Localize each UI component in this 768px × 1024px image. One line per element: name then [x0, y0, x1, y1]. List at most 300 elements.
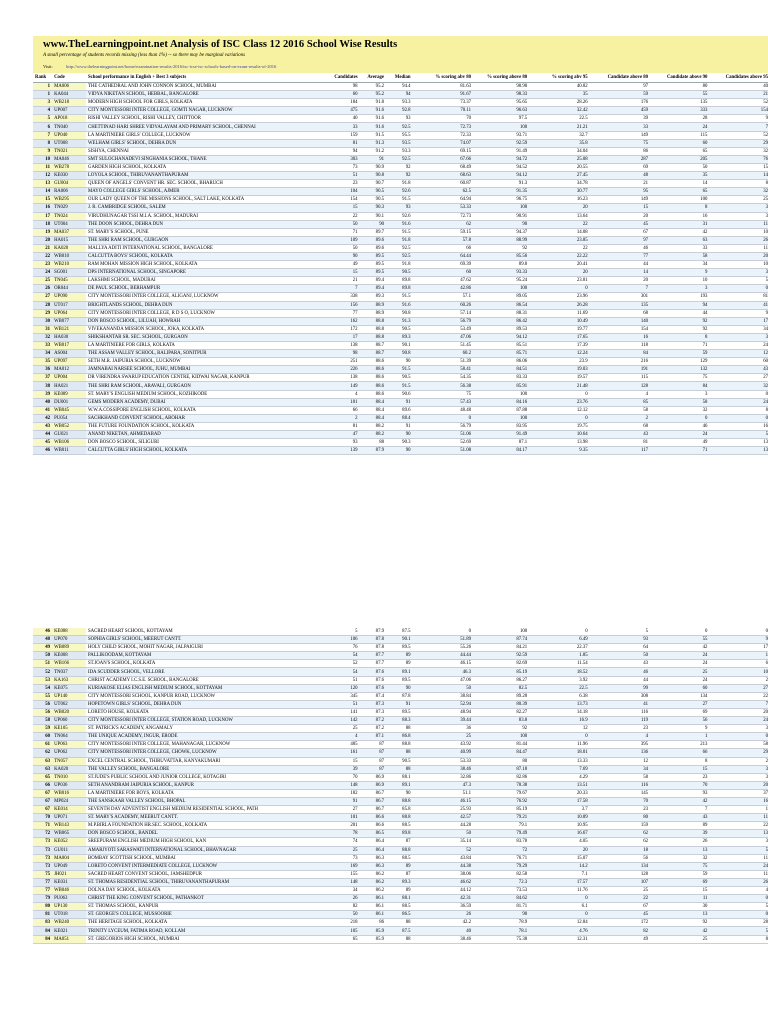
cand-above-95-cell: 22 [709, 692, 768, 700]
rank-cell: 14 [33, 188, 52, 196]
median-cell: 93 [386, 115, 413, 123]
average-cell: 89.6 [360, 236, 387, 244]
missing-records-note: A small percentage of students records missing (less than 1%) -- so there may be marginal variations [33, 52, 768, 62]
school-name-cell: QUEEN OF ANGELS' CONVENT HR. SEC. SCHOOL, BHARUCH [86, 180, 320, 188]
cand-above-90-cell: 92 [650, 919, 709, 927]
school-name-cell: ST. THOMAS SCHOOL, KANPUR [86, 903, 320, 911]
median-cell: 89 [386, 660, 413, 668]
pct-abv-80-cell: 50 [413, 830, 473, 838]
table-row [33, 660, 768, 668]
cand-above-95-cell: 60 [709, 358, 768, 366]
cand-above-90-cell: 14 [650, 180, 709, 188]
table-row [33, 757, 768, 765]
cand-above-80-cell: 2 [590, 414, 650, 422]
code-cell: UP036 [52, 781, 86, 789]
pct-abv-80-cell: 56.79 [413, 422, 473, 430]
cand-above-80-cell: 59 [590, 91, 650, 99]
cand-above-95-cell: 7 [709, 700, 768, 708]
rank-cell: 55 [33, 692, 52, 700]
cand-above-95-cell: 2 [709, 676, 768, 684]
pct-abv-80-cell: 46.15 [413, 797, 473, 805]
cand-above-80-cell: 58 [590, 773, 650, 781]
pct-abv-80-cell: 70 [413, 115, 473, 123]
col-header-average: Average [360, 73, 387, 83]
candidates-cell: 66 [320, 406, 359, 414]
pct-abv-95-cell: 22 [529, 220, 589, 228]
rank-cell: 53 [33, 676, 52, 684]
rank-cell: 70 [33, 814, 52, 822]
rank-cell: 34 [33, 350, 52, 358]
cand-above-80-cell: 16 [590, 333, 650, 341]
pct-above-80-cell: 81.44 [473, 741, 529, 749]
source-link[interactable]: http://www.thelearningpoint.net/home/examination-results-2016/isc-icse-isc-schools-based-on-exam-results-of-2016 [66, 64, 277, 69]
table-row [33, 797, 768, 805]
pct-abv-95-cell: 9.35 [529, 447, 589, 455]
cand-above-80-cell: 68 [590, 422, 650, 430]
average-cell: 89.4 [360, 285, 387, 293]
pct-abv-95-cell: 23.9 [529, 358, 589, 366]
cand-above-95-cell: 10 [709, 261, 768, 269]
code-cell: KA044 [52, 91, 86, 99]
cand-above-90-cell: 13 [650, 846, 709, 854]
candidates-cell: 47 [320, 431, 359, 439]
code-cell: OR044 [52, 285, 86, 293]
pct-above-80-cell: 85.91 [473, 382, 529, 390]
pct-abv-95-cell: 17.58 [529, 797, 589, 805]
table-row [33, 374, 768, 382]
cand-above-90-cell: 55 [650, 636, 709, 644]
school-name-cell: LA MARTINIERE FOR GIRLS, KOLKATA [86, 342, 320, 350]
school-name-cell: ST. GEORGE'S COLLEGE, MUSSOORIE [86, 911, 320, 919]
rank-cell: 15 [33, 196, 52, 204]
cand-above-90-cell: 16 [650, 212, 709, 220]
school-name-cell: CITY MONTESSORI INTER COLLEGE, MAHANAGAR, LUCKNOW [86, 741, 320, 749]
candidates-cell: 81 [320, 139, 359, 147]
pct-abv-95-cell: 13.98 [529, 439, 589, 447]
average-cell: 87.6 [360, 668, 387, 676]
rank-cell: 6 [33, 123, 52, 131]
cand-above-95-cell: 0 [709, 285, 768, 293]
school-name-cell: HOPETOWN GIRLS' SCHOOL, DEHRA DUN [86, 700, 320, 708]
pct-above-80-cell: 84.21 [473, 644, 529, 652]
median-cell: 93.3 [386, 99, 413, 107]
cand-above-95-cell: 11 [709, 870, 768, 878]
table-header-row [33, 73, 768, 83]
school-name-cell: BRIGHTLANDS SCHOOL, DEHRA DUN [86, 301, 320, 309]
table-row [33, 196, 768, 204]
median-cell: 89.3 [386, 878, 413, 886]
rank-cell: 52 [33, 668, 52, 676]
pct-abv-95-cell: 20 [529, 846, 589, 854]
median-cell: 91.5 [386, 366, 413, 374]
cand-above-80-cell: 62 [590, 830, 650, 838]
candidates-cell: 25 [320, 846, 359, 854]
pct-abv-80-cell: 25.93 [413, 806, 473, 814]
cand-above-90-cell: 31 [650, 220, 709, 228]
average-cell: 91.6 [360, 115, 387, 123]
school-name-cell: THE CATHEDRAL AND JOHN CONNON SCHOOL, MUMBAI [86, 83, 320, 91]
median-cell: 90.5 [386, 269, 413, 277]
median-cell: 92.5 [386, 123, 413, 131]
pct-above-80-cell: 95.65 [473, 99, 529, 107]
median-cell: 85.8 [386, 806, 413, 814]
pct-abv-95-cell: 17.39 [529, 342, 589, 350]
page-title: www.TheLearningpoint.net Analysis of ISC Class 12 2016 School Wise Results [33, 36, 768, 52]
pct-abv-80-cell: 43.92 [413, 741, 473, 749]
average-cell: 87.2 [360, 725, 387, 733]
pct-abv-80-cell: 51.1 [413, 789, 473, 797]
cand-above-80-cell: 43 [590, 431, 650, 439]
school-name-cell: THE DOON SCHOOL, DEHRA DUN [86, 220, 320, 228]
cand-above-80-cell: 135 [590, 301, 650, 309]
pct-above-80-cell: 100 [473, 204, 529, 212]
average-cell: 91.2 [360, 147, 387, 155]
average-cell: 86.2 [360, 887, 387, 895]
rank-cell: 72 [33, 830, 52, 838]
cand-above-80-cell: 18 [590, 846, 650, 854]
cand-above-80-cell: 176 [590, 99, 650, 107]
school-name-cell: KURIAKOSE ELIAS ENGLISH MEDIUM SCHOOL, KOTTAYAM [86, 684, 320, 692]
pct-abv-95-cell: 13.51 [529, 781, 589, 789]
average-cell: 88.9 [360, 309, 387, 317]
code-cell: KE014 [52, 806, 86, 814]
candidates-cell: 106 [320, 636, 359, 644]
cand-above-95-cell: 8 [709, 935, 768, 943]
table-row [33, 139, 768, 147]
code-cell: UP130 [52, 903, 86, 911]
code-cell: UT004 [52, 220, 86, 228]
school-name-cell: DE PAUL SCHOOL, BERHAMPUR [86, 285, 320, 293]
pct-above-80-cell: 91.35 [473, 188, 529, 196]
code-cell: UP004 [52, 374, 86, 382]
col-header-cand-above-95: Candidates above 95 [709, 73, 768, 83]
school-name-cell: THE HERITAGE SCHOOL, KOLKATA [86, 919, 320, 927]
school-name-cell: JAMNABAI NARSEE SCHOOL, JUHU, MUMBAI [86, 366, 320, 374]
rank-cell: 49 [33, 644, 52, 652]
school-name-cell: J. R. CAMBRIDGE SCHOOL, SALEM [86, 204, 320, 212]
cand-above-90-cell: 59 [650, 350, 709, 358]
cand-above-80-cell: 21 [590, 180, 650, 188]
cand-above-90-cell: 32 [650, 406, 709, 414]
cand-above-90-cell: 23 [650, 773, 709, 781]
pct-above-80-cell: 94.12 [473, 333, 529, 341]
pct-abv-80-cell: 66 [413, 244, 473, 252]
pct-above-80-cell: 80.39 [473, 700, 529, 708]
table-row [33, 878, 768, 886]
code-cell: TN010 [52, 773, 86, 781]
cand-above-95-cell: 154 [709, 107, 768, 115]
average-cell: 87 [360, 757, 387, 765]
average-cell: 86 [360, 919, 387, 927]
cand-above-95-cell: 34 [709, 325, 768, 333]
rank-cell: 63 [33, 765, 52, 773]
cand-above-90-cell: 135 [650, 99, 709, 107]
pct-above-80-cell: 79.21 [473, 814, 529, 822]
code-cell: KE088 [52, 628, 86, 636]
pct-abv-95-cell: 22.37 [529, 644, 589, 652]
candidates-cell: 52 [320, 660, 359, 668]
median-cell: 89.5 [386, 644, 413, 652]
pct-abv-95-cell: 0 [529, 628, 589, 636]
average-cell: 90.5 [360, 196, 387, 204]
pct-above-80-cell: 82.86 [473, 773, 529, 781]
cand-above-80-cell: 58 [590, 406, 650, 414]
average-cell: 90 [360, 220, 387, 228]
average-cell: 86.7 [360, 789, 387, 797]
cand-above-95-cell: 1 [709, 806, 768, 814]
code-cell: WB052 [52, 422, 86, 430]
cand-above-95-cell: 1 [709, 652, 768, 660]
cand-above-90-cell: 193 [650, 293, 709, 301]
code-cell: WB020 [52, 708, 86, 716]
average-cell: 91.6 [360, 123, 387, 131]
rank-cell: 77 [33, 887, 52, 895]
cand-above-95-cell: 13 [709, 447, 768, 455]
average-cell: 89.5 [360, 269, 387, 277]
school-name-cell: THE SHRI RAM SCHOOL, ARAVALI, GURGAON [86, 382, 320, 390]
candidates-cell: 161 [320, 749, 359, 757]
pct-abv-95-cell: 0 [529, 895, 589, 903]
school-name-cell: TRINITY LYCEUM, FATIMA ROAD, KOLLAM [86, 927, 320, 935]
sheet-page-2 [33, 628, 768, 944]
pct-abv-80-cell: 51.45 [413, 342, 473, 350]
cand-above-80-cell: 77 [590, 252, 650, 260]
pct-abv-95-cell: 23.85 [529, 236, 589, 244]
median-cell: 90 [386, 358, 413, 366]
rank-cell: 67 [33, 806, 52, 814]
candidates-cell: 149 [320, 382, 359, 390]
pct-abv-80-cell: 35.14 [413, 838, 473, 846]
cand-above-90-cell: 60 [650, 139, 709, 147]
median-cell: 88.8 [386, 741, 413, 749]
candidates-cell: 93 [320, 439, 359, 447]
pct-abv-80-cell: 62 [413, 220, 473, 228]
cand-above-90-cell: 3 [650, 285, 709, 293]
rank-cell: 67 [33, 797, 52, 805]
pct-above-80-cell: 89.28 [473, 692, 529, 700]
pct-above-80-cell: 89.53 [473, 325, 529, 333]
cand-above-90-cell: 34 [650, 261, 709, 269]
candidates-cell: 94 [320, 147, 359, 155]
pct-abv-95-cell: 7.1 [529, 870, 589, 878]
pct-abv-95-cell: 34.78 [529, 180, 589, 188]
median-cell: 90.5 [386, 374, 413, 382]
code-cell: HA021 [52, 382, 86, 390]
pct-above-80-cell: 82.27 [473, 708, 529, 716]
median-cell: 90.5 [386, 325, 413, 333]
school-name-cell: HOLY CHILD SCHOOL, MOHIT NAGAR, JALPAIGURI [86, 644, 320, 652]
cand-above-80-cell: 22 [590, 895, 650, 903]
median-cell: 87.5 [386, 628, 413, 636]
average-cell: 86.3 [360, 854, 387, 862]
code-cell: KE105 [52, 725, 86, 733]
cand-above-80-cell: 50 [590, 652, 650, 660]
average-cell: 86.3 [360, 862, 387, 870]
cand-above-95-cell: 5 [709, 277, 768, 285]
school-name-cell: SMT SULOCHANADEVI SINGHANIA SCHOOL, THANE [86, 155, 320, 163]
average-cell: 87.8 [360, 644, 387, 652]
cand-above-80-cell: 82 [590, 927, 650, 935]
candidates-cell: 148 [320, 781, 359, 789]
pct-above-80-cell: 92.59 [473, 652, 529, 660]
cand-above-80-cell: 39 [590, 115, 650, 123]
table-row [33, 741, 768, 749]
cand-above-90-cell: 66 [650, 749, 709, 757]
average-cell: 86.6 [360, 822, 387, 830]
table-row [33, 244, 768, 252]
code-cell: UP063 [52, 741, 86, 749]
pct-abv-95-cell: 23.81 [529, 277, 589, 285]
median-cell: 89.8 [386, 277, 413, 285]
pct-abv-80-cell: 60.2 [413, 350, 473, 358]
school-name-cell: THE FUTURE FOUNDATION SCHOOL, KOLKATA [86, 422, 320, 430]
median-cell: 89 [386, 862, 413, 870]
school-name-cell: AMARJYOTI SARASWATI INTERNATIONAL SCHOOL, BHAVNAGAR [86, 846, 320, 854]
cand-above-95-cell: 9 [709, 636, 768, 644]
rank-cell: 27 [33, 293, 52, 301]
rank-cell: 1 [33, 83, 52, 91]
cand-above-80-cell: 25 [590, 887, 650, 895]
candidates-cell: 138 [320, 374, 359, 382]
pct-above-80-cell: 85.19 [473, 668, 529, 676]
cand-above-90-cell: 94 [650, 301, 709, 309]
pct-abv-95-cell: 22 [529, 244, 589, 252]
pct-abv-80-cell: 53.33 [413, 757, 473, 765]
pct-abv-80-cell: 56.38 [413, 382, 473, 390]
cand-above-90-cell: 24 [650, 660, 709, 668]
pct-abv-95-cell: 14.08 [529, 228, 589, 236]
pct-abv-95-cell: 12.84 [529, 919, 589, 927]
cand-above-90-cell: 11 [650, 895, 709, 903]
pct-abv-80-cell: 47.3 [413, 781, 473, 789]
average-cell: 86.5 [360, 830, 387, 838]
cand-above-90-cell: 100 [650, 196, 709, 204]
visit-row [33, 62, 768, 73]
pct-abv-80-cell: 38.46 [413, 765, 473, 773]
pct-above-80-cell: 88.31 [473, 309, 529, 317]
pct-above-80-cell: 94.72 [473, 155, 529, 163]
pct-abv-80-cell: 53.49 [413, 325, 473, 333]
code-cell: WB218 [52, 99, 86, 107]
average-cell: 86.6 [360, 814, 387, 822]
school-name-cell: CHRIST THE KING CONVENT SCHOOL, PATHANKOT [86, 895, 320, 903]
median-cell: 92.5 [386, 155, 413, 163]
col-header-school: School performance in English + Best 3 subjects [86, 73, 320, 83]
table-row [33, 99, 768, 107]
pct-above-80-cell: 92 [473, 725, 529, 733]
school-name-cell: SREEPURAM ENGLISH MEDIUM HIGH SCHOOL, KAN [86, 838, 320, 846]
pct-abv-80-cell: 26 [413, 911, 473, 919]
candidates-cell: 338 [320, 293, 359, 301]
school-name-cell: CALCUTTA BOYS' SCHOOL, KOLKATA [86, 252, 320, 260]
cand-above-90-cell: 10 [650, 277, 709, 285]
pct-abv-95-cell: 16.9 [529, 717, 589, 725]
pct-abv-95-cell: 19.77 [529, 325, 589, 333]
cand-above-90-cell: 39 [650, 830, 709, 838]
cand-above-80-cell: 23 [590, 806, 650, 814]
school-name-cell: SISHYA, CHENNAI [86, 147, 320, 155]
pct-abv-95-cell: 16.23 [529, 196, 589, 204]
cand-above-95-cell: 0 [709, 911, 768, 919]
pct-above-80-cell: 91.49 [473, 147, 529, 155]
median-cell: 92.6 [386, 188, 413, 196]
median-cell: 90.6 [386, 390, 413, 398]
code-cell: MA051 [52, 935, 86, 943]
code-cell: WB089 [52, 644, 86, 652]
pct-abv-80-cell: 67.66 [413, 155, 473, 163]
cand-above-90-cell: 33 [650, 244, 709, 252]
median-cell: 87.5 [386, 927, 413, 935]
cand-above-80-cell: 20 [590, 212, 650, 220]
candidates-cell: 51 [320, 700, 359, 708]
pct-above-80-cell: 87.1 [473, 439, 529, 447]
rank-cell: 66 [33, 781, 52, 789]
visit-label: Visit: [43, 64, 53, 69]
average-cell: 88 [360, 439, 387, 447]
pct-abv-80-cell: 91.67 [413, 91, 473, 99]
pct-abv-80-cell: 74.07 [413, 139, 473, 147]
cand-above-90-cell: 15 [650, 887, 709, 895]
candidates-cell: 154 [320, 196, 359, 204]
average-cell: 88.8 [360, 317, 387, 325]
candidates-cell: 76 [320, 644, 359, 652]
pct-abv-95-cell: 4.05 [529, 838, 589, 846]
cand-above-90-cell: 75 [650, 862, 709, 870]
candidates-cell: 109 [320, 236, 359, 244]
cand-above-80-cell: 99 [590, 684, 650, 692]
table-row [33, 668, 768, 676]
candidates-cell: 27 [320, 806, 359, 814]
pct-abv-95-cell: 17.57 [529, 878, 589, 886]
pct-above-80-cell: 78.38 [473, 781, 529, 789]
pct-abv-80-cell: 44.28 [413, 822, 473, 830]
average-cell: 87.7 [360, 660, 387, 668]
cand-above-80-cell: 64 [590, 644, 650, 652]
candidates-cell: 201 [320, 822, 359, 830]
code-cell: WB065 [52, 830, 86, 838]
cand-above-95-cell: 17 [709, 644, 768, 652]
cand-above-95-cell: 11 [709, 854, 768, 862]
cand-above-80-cell: 119 [590, 717, 650, 725]
median-cell: 89.1 [386, 668, 413, 676]
candidates-cell: 251 [320, 358, 359, 366]
pct-abv-80-cell: 38.46 [413, 935, 473, 943]
table-row [33, 91, 768, 99]
code-cell: UP060 [52, 717, 86, 725]
rank-cell: 65 [33, 773, 52, 781]
pct-above-80-cell: 100 [473, 414, 529, 422]
pct-abv-80-cell: 38.84 [413, 692, 473, 700]
average-cell: 90.8 [360, 172, 387, 180]
rank-cell: 54 [33, 684, 52, 692]
pct-abv-80-cell: 51.39 [413, 358, 473, 366]
code-cell: SG001 [52, 269, 86, 277]
average-cell: 91 [360, 155, 387, 163]
cand-above-95-cell: 9 [709, 309, 768, 317]
pct-above-80-cell: 100 [473, 628, 529, 636]
candidates-cell: 71 [320, 228, 359, 236]
pct-abv-95-cell: 6.1 [529, 903, 589, 911]
average-cell: 88.2 [360, 431, 387, 439]
median-cell: 92.6 [386, 212, 413, 220]
cand-above-90-cell: 8 [650, 757, 709, 765]
table-row [33, 676, 768, 684]
rank-cell: 32 [33, 333, 52, 341]
candidates-cell: 120 [320, 684, 359, 692]
pct-abv-95-cell: 17.65 [529, 333, 589, 341]
cand-above-90-cell: 8 [650, 333, 709, 341]
candidates-cell: 17 [320, 333, 359, 341]
